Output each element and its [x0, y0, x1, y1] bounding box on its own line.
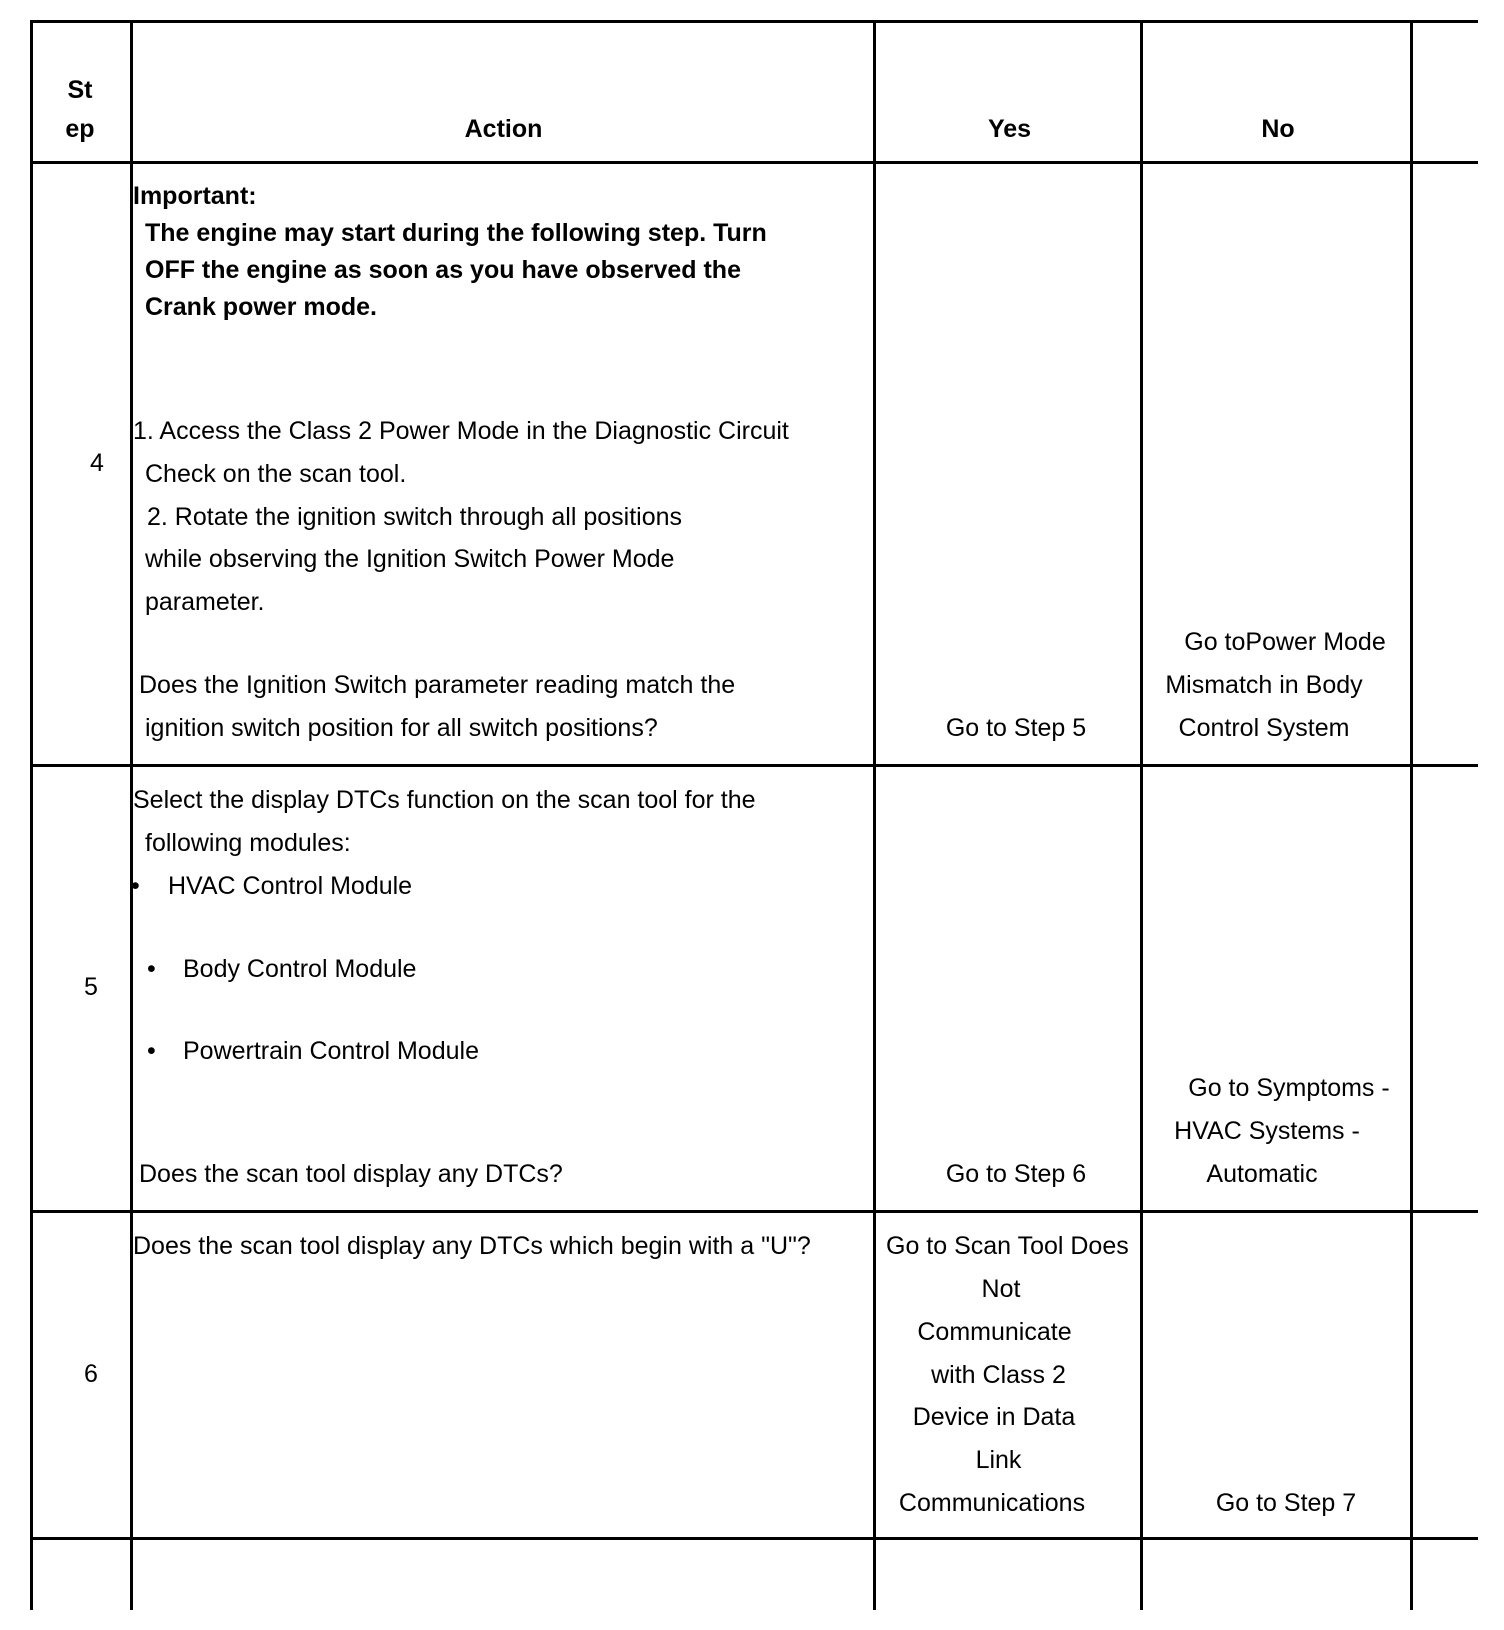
- yes-result-line: Link: [975, 1446, 1022, 1474]
- instruction-line: Select the display DTCs function on the scan tool for the: [133, 786, 756, 814]
- no-result-line: Control System: [1178, 714, 1350, 742]
- step-number: 4: [90, 449, 104, 477]
- table-border-left: [30, 20, 33, 1610]
- header-yes: Yes: [987, 115, 1032, 143]
- question-line: Does the scan tool display any DTCs?: [139, 1160, 563, 1188]
- instruction-line: 1. Access the Class 2 Power Mode in the Diagnostic Circuit: [133, 417, 789, 445]
- question-line: ignition switch position for all switch positions?: [145, 714, 658, 742]
- module-item: Body Control Module: [183, 955, 417, 983]
- instruction-line: while observing the Ignition Switch Power Mode: [145, 545, 675, 573]
- column-divider: [130, 20, 133, 1610]
- important-note-line: OFF the engine as soon as you have observed the: [145, 256, 741, 284]
- step-number: 5: [84, 973, 98, 1001]
- no-result-line: Go to Step 7: [1215, 1489, 1357, 1517]
- bullet-icon: •: [147, 1037, 156, 1065]
- row-divider: [30, 764, 1478, 767]
- row-divider: [30, 1210, 1478, 1213]
- yes-result-line: Device in Data: [912, 1403, 1076, 1431]
- yes-result-line: with Class 2: [931, 1361, 1066, 1389]
- bullet-icon: •: [131, 872, 140, 900]
- table-border-bottom: [30, 1537, 1478, 1540]
- instruction-line: 2. Rotate the ignition switch through all positions: [147, 503, 683, 531]
- question-line: Does the scan tool display any DTCs which begin with a "U"?: [133, 1232, 811, 1260]
- step-number: 6: [84, 1360, 98, 1388]
- no-result-line: Go to Symptoms -: [1188, 1074, 1390, 1102]
- table-border-right: [1410, 20, 1413, 1610]
- header-divider: [30, 161, 1478, 164]
- question-line: Does the Ignition Switch parameter reading match the: [139, 671, 736, 699]
- header-step-line: ep: [65, 115, 95, 143]
- instruction-line: Check on the scan tool.: [145, 460, 407, 488]
- yes-result-line: Communications: [898, 1489, 1086, 1517]
- yes-result-line: Go to Scan Tool Does: [886, 1232, 1129, 1260]
- module-item: Powertrain Control Module: [183, 1037, 479, 1065]
- yes-result-line: Communicate: [917, 1318, 1072, 1346]
- instruction-line: parameter.: [145, 588, 265, 616]
- no-result-line: Mismatch in Body: [1165, 671, 1363, 699]
- header-no: No: [1261, 115, 1295, 143]
- no-result-line: Go toPower Mode: [1184, 628, 1386, 656]
- important-label: Important:: [133, 182, 257, 210]
- yes-clip: [876, 1231, 1143, 1271]
- module-item: HVAC Control Module: [168, 872, 413, 900]
- yes-result-line: Not: [981, 1275, 1021, 1303]
- table-border-top: [30, 20, 1478, 23]
- column-divider: [1140, 20, 1143, 1610]
- important-note-line: The engine may start during the following step. Turn: [145, 219, 767, 247]
- yes-result: Go to Step 5: [945, 714, 1087, 742]
- no-result-line: HVAC Systems -: [1174, 1117, 1360, 1145]
- no-result-line: Automatic: [1206, 1160, 1318, 1188]
- header-action: Action: [464, 115, 543, 143]
- header-step-line: St: [67, 76, 93, 104]
- instruction-line: following modules:: [145, 829, 351, 857]
- bullet-icon: •: [147, 955, 156, 983]
- yes-result: Go to Step 6: [945, 1160, 1087, 1188]
- important-note-line: Crank power mode.: [145, 293, 377, 321]
